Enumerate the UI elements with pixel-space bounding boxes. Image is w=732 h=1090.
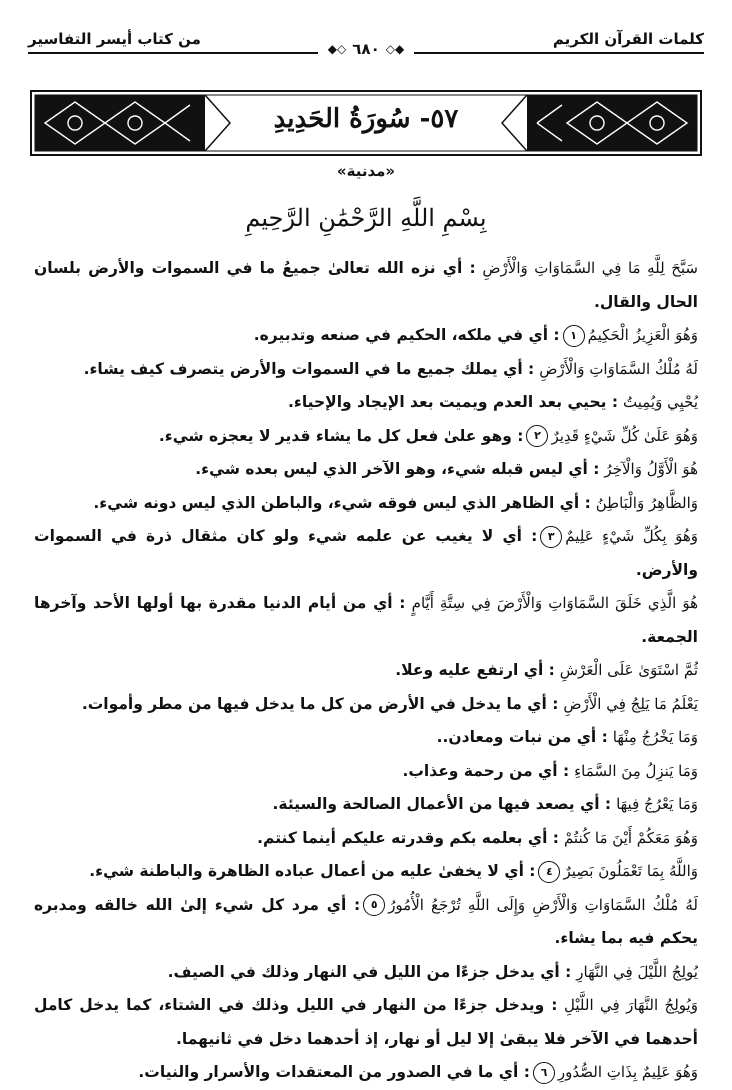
ayah-number: ٤ [538,861,560,883]
explanation-text: : أي يصعد فيها من الأعمال الصالحة والسيئة. [272,795,612,813]
glossary-entry [34,822,698,856]
verse-text: وَمَا يَعْرُجُ فِيهَا [616,795,698,813]
explanation-text: : أي الظاهر الذي ليس فوقه شيء، والباطن الذي ليس دونه شيء. [93,493,591,512]
explanation-text: : أي من رحمة وعذاب. [402,761,570,780]
explanation-text: : أي يملك جميع ما في السموات والأرض يتصرف كيف يشاء. [83,359,535,378]
verse-text: وَهُوَ عَلَىٰ كُلِّ شَيْءٍ قَدِيرٌ [551,426,698,445]
ayah-number: ٢ [526,425,548,447]
page-number [318,40,414,58]
verse-text: وَهُوَ الْعَزِيزُ الْحَكِيمُ [587,326,698,344]
glossary-entry [34,386,698,420]
glossary-entry [34,587,698,654]
verse-text: وَهُوَ مَعَكُمْ أَيْنَ مَا كُنتُمْ [563,828,698,847]
verse-text: يَعْلَمُ مَا يَلِجُ فِي الْأَرْضِ [563,694,698,713]
verse-text: وَهُوَ بِكُلِّ شَيْءٍ عَلِيمٌ [565,527,698,545]
verse-text: لَهُ مُلْكُ السَّمَاوَاتِ وَالْأَرْضِ وَإِلَى اللَّهِ تُرْجَعُ الْأُمُورُ [388,895,698,914]
ornament-left-icon: ◆◇ [327,42,347,56]
verse-text: يُولِجُ اللَّيْلَ فِي النَّهَارِ [576,962,698,981]
explanation-text: : أي مرد كل شيء إلىٰ الله خالقه ومدبره يحكم فيه بما يشاء. [34,895,698,947]
page-number-wrap [0,40,732,58]
explanation-text: : أي من أيام الدنيا مقدرة بها أولها الأحد وآخرها الجمعة. [34,594,698,646]
explanation-text: : أي ارتفع عليه وعلا. [395,661,555,679]
glossary-entry [34,453,698,487]
explanation-text: : أي من نبات ومعادن.. [436,728,608,746]
glossary-entry [34,956,698,990]
ayah-number: ١ [563,325,585,347]
verse-text: وَاللَّهُ بِمَا تَعْمَلُونَ بَصِيرٌ [563,862,698,880]
ayah-number: ٦ [533,1062,555,1084]
glossary-entry [34,420,698,454]
explanation-text: : ويدخل جزءًا من النهار في الليل وذلك في الشتاء، كما يدخل كامل أحدهما في الآخر فلا يبقىٰ إلا ليل أو نهار، إذ أحدهما دخل في ثانيهما. [34,996,698,1048]
verse-text: وَمَا يَخْرُجُ مِنْهَا [612,728,698,746]
explanation-text: : أي لا يخفىٰ عليه من أعمال عباده الظاهرة والباطنة شيء. [89,862,536,880]
explanation-text: : أي يدخل جزءًا من الليل في النهار وذلك في الصيف. [167,962,572,981]
basmala: بِسْمِ اللَّهِ الرَّحْمَٰنِ الرَّحِيمِ [245,204,487,232]
glossary-entry [34,788,698,822]
glossary-entry [34,688,698,722]
explanation-text: : أي في ملكه، الحكيم في صنعه وتدبيره. [253,326,560,344]
explanation-text: : أي ليس قبله شيء، وهو الآخر الذي ليس بعده شيء. [195,460,600,478]
explanation-text: : يحيي بعد العدم ويميت بعد الإيجاد والإحياء. [288,393,619,411]
glossary-entry [34,353,698,387]
glossary-entry [34,889,698,956]
explanation-text: : أي ما يدخل في الأرض من كل ما يدخل فيها من مطر وأموات. [81,694,559,713]
surah-banner [30,90,702,156]
ornament-right-icon: ◇◆ [385,42,405,56]
surah-type: «مدنية» [336,162,396,180]
book-title: كلمات القرآن الكريم [552,30,704,48]
verse-text: وَيُولِجُ النَّهَارَ فِي اللَّيْلِ [564,996,698,1014]
verse-text: هُوَ الَّذِي خَلَقَ السَّمَاوَاتِ وَالْأَرْضَ فِي سِتَّةِ أَيَّامٍ [411,594,698,612]
glossary-entry [34,855,698,889]
glossary-entry [34,989,698,1056]
verse-text: وَمَا يَنزِلُ مِنَ السَّمَاءِ [574,761,698,780]
explanation-text: : وهو علىٰ فعل كل ما يشاء قدير لا يعجزه شيء. [158,426,524,445]
surah-title: ٥٧- سُورَةُ الحَدِيدِ [273,104,459,134]
verse-text: يُحْيِي وَيُمِيتُ [623,393,698,411]
verse-text: وَهُوَ عَلِيمٌ بِذَاتِ الصُّدُورِ [557,1063,698,1081]
glossary-entry [34,654,698,688]
verse-text: وَالظَّاهِرُ وَالْبَاطِنُ [595,493,698,512]
explanation-text: : أي ما في الصدور من المعتقدات والأسرار والنيات. [138,1063,530,1081]
glossary-entry [34,319,698,353]
glossary-entry [34,487,698,521]
glossary-entry [34,520,698,587]
explanation-text: : أي بعلمه بكم وقدرته عليكم أينما كنتم. [257,828,559,847]
verse-text: لَهُ مُلْكُ السَّمَاوَاتِ وَالْأَرْضِ [539,359,698,378]
glossary-entry [34,1056,698,1090]
glossary-entry [34,252,698,319]
glossary-entry [34,755,698,789]
explanation-text: : أي لا يغيب عن علمه شيء ولو كان مثقال ذرة في السموات والأرض. [34,527,698,579]
glossary-content [34,252,698,1090]
ayah-number: ٣ [540,526,562,548]
glossary-entry [34,721,698,755]
verse-text: سَبَّحَ لِلَّهِ مَا فِي السَّمَاوَاتِ وَالْأَرْضِ [482,259,699,277]
page-number-text: ٦٨٠ [352,40,380,58]
verse-text: ثُمَّ اسْتَوَىٰ عَلَى الْعَرْشِ [559,661,698,679]
verse-text: هُوَ الْأَوَّلُ وَالْآخِرُ [604,460,698,478]
explanation-text: : أي نزه الله تعالىٰ جميعُ ما في السموات والأرض بلسان الحال والقال. [34,259,698,311]
ayah-number: ٥ [363,894,385,916]
source-title: من كتاب أيسر التفاسير [28,30,201,48]
